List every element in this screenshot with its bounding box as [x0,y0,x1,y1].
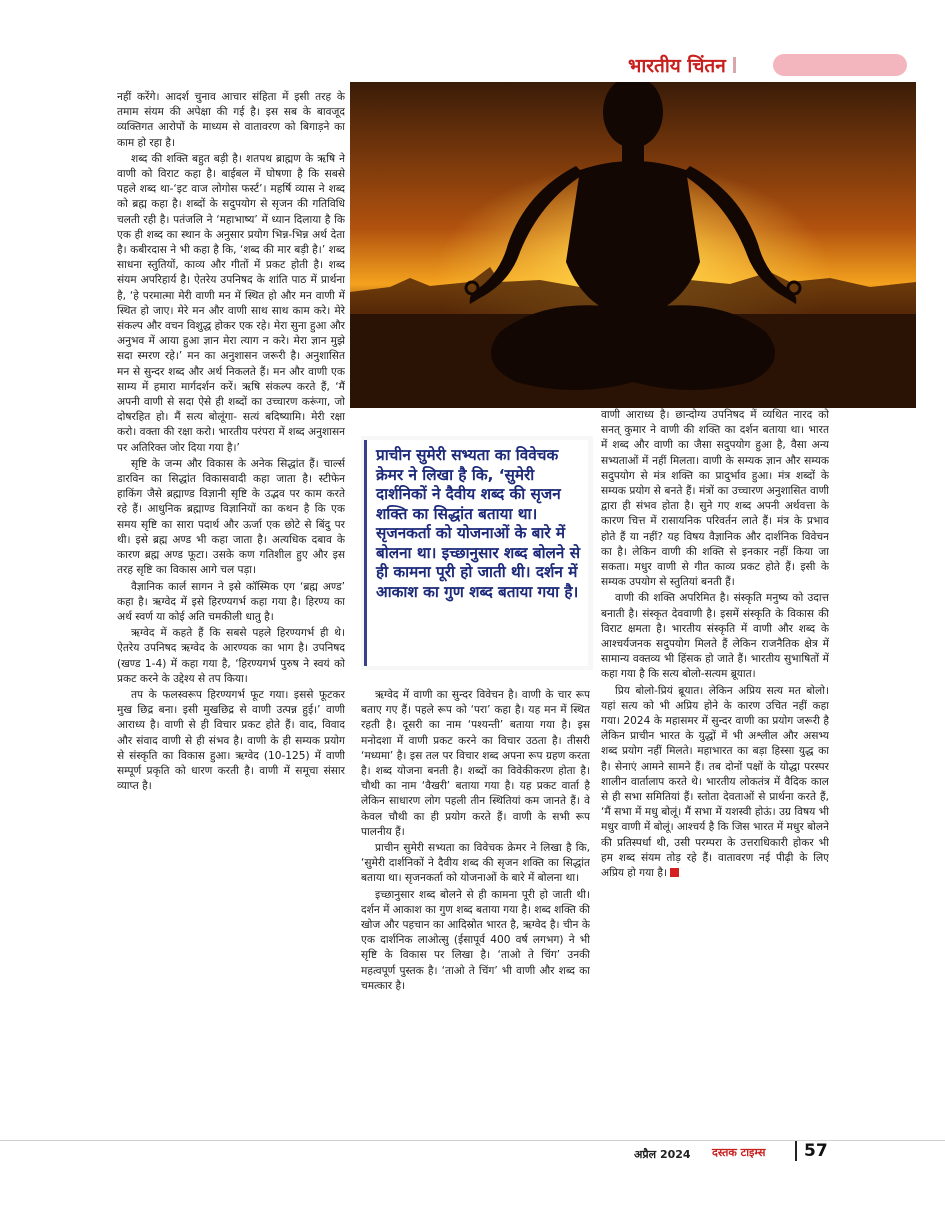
meditation-silhouette-image [350,82,916,408]
header-decoration [773,54,907,76]
footer-divider [795,1141,797,1161]
article-column-1 [117,90,345,1130]
paragraph: वाणी की शक्ति अपरिमित है। संस्कृति मनुष्य को उदात्त बनाती है। संस्कृत देववाणी है। इसमें संस्कृति के विकास की विराट क्षमता है। भारतीय संस्कृति में वाणी और शब्द के आश्चर्यजनक सदुपयोग मिलते हैं लेकिन राजनैतिक क्षेत्र में सामान्य वक्तव्य भी हिंसक हो जाते हैं। भारतीय सुभाषितों में कहा गया है कि सत्य बोलो-सत्यम ब्रूयात। [601,592,829,681]
paragraph: सृष्टि के जन्म और विकास के अनेक सिद्धांत हैं। चार्ल्स डारविन का सिद्धांत विकासवादी कहा जाता है। स्टीफेन हाकिंग जैसे ब्रह्माण्ड विज्ञानी सृष्टि के उद्भव पर काम करते रहे हैं। आधुनिक ब्रह्माण्ड विज्ञानियों का कथन है कि एक समय सृष्टि का सारा पदार्थ और ऊर्जा एक छोटे से बिंदु पर थी। इसे ब्रह्म अण्ड भी कहा जाता है। अत्यधिक दबाव के कारण ब्रह्म अण्ड फूटा। उसके कण गतिशील हुए और इस तरह सृष्टि का विकास आगे चल पड़ा। [117,457,345,577]
article-column-3 [601,408,829,1130]
paragraph: शब्द की शक्ति बहुत बड़ी है। शतपथ ब्राह्मण के ऋषि ने वाणी को विराट कहा है। बाईबल में घोषणा है कि सबसे पहले शब्द था-‘इट वाज लोगोस फर्स्ट’। महर्षि व्यास ने शब्द को ब्रह्म कहा है। शब्दों के सदुपयोग से सृजन की गतिविधि चलती रही है। पतंजलि ने ‘महाभाष्य’ में ध्यान दिलाया है कि एक ही शब्द का स्थान के अनुसार प्रयोग भिन्न-भिन्न अर्थ देता है। कबीरदास ने भी कहा है कि, ‘शब्द की मार बड़ी है।’ शब्द साधना स्तुतियों, काव्य और गीतों में प्रकट होती है। शब्द संयम अपरिहार्य है। ऐतरेय उपनिषद के शांति पाठ में प्रार्थना है, ‘हे परमात्मा मेरी वाणी मन में स्थित हो और मन वाणी में स्थित हो जाए। मेरे मन और वाणी साथ साथ काम करे। मेरे संकल्प और वचन विशुद्ध होकर एक रहे। मेरा सुना हुआ और अनुभव में आया हुआ ज्ञान मेरा त्याग न करे। मेरा ज्ञान मुझे सदा स्मरण रहे।’ मन का अनुशासन जरूरी है। अनुशासित मन से सुन्दर शब्द और अर्थ निकलते हैं। मन और वाणी एक साम्य में हमारा मार्गदर्शन करें। ऋषि संकल्प करते हैं, ‘मैं अपनी वाणी से सदा ऐसे ही शब्दों का उच्चारण करूंगा, जो दोषरहित हो। मैं सत्य बोलूंगा- सत्यं बदिष्यामि। मेरी रक्षा करो। वक्ता की रक्षा करो। भारतीय परंपरा में शब्द अनुशासन पर अतिरिक्त जोर दिया गया है।’ [117,152,345,454]
paragraph: तप के फलस्वरूप हिरण्यगर्भ फूट गया। इससे फूटकर मुख छिद्र बना। इसी मुखछिद्र से वाणी उत्पन्न हुई।’ वाणी आराध्य है। वाणी से ही विचार प्रकट होते हैं। वाद, विवाद और संवाद वाणी से ही संभव है। वाणी के ही सम्यक प्रयोग से संस्कृति का विकास हुआ। ऋग्वेद (10-125) में वाणी सम्पूर्ण प्रकृति को धारण करती है। वाणी में समूचा संसार व्याप्त है। [117,688,345,793]
paragraph: इच्छानुसार शब्द बोलने से ही कामना पूरी हो जाती थी। दर्शन में आकाश का गुण शब्द बताया गया है। शब्द शक्ति की खोज और पहचान का आदिस्रोत भारत है, ऋग्वेद है। चीन के एक दार्शनिक लाओत्सु (ईसापूर्व 400 वर्ष लगभग) ने भी सृष्टि के विकास पर लिखा है। ‘ताओ ते चिंग’ उनकी महत्वपूर्ण पुस्तक है। ‘ताओ ते चिंग’ भी वाणी और शब्द का चमत्कार है। [361,888,590,992]
issue-date: अप्रैल 2024 [634,1148,691,1161]
page-number: 57 [804,1141,828,1161]
end-of-article-icon [670,868,679,877]
paragraph: वाणी आराध्य है। छान्दोग्य उपनिषद में व्यथित नारद को सनत् कुमार ने वाणी की शक्ति का दर्शन बताया था। भारत में शब्द और वाणी का जैसा सदुपयोग हुआ है, वैसा अन्य सभ्यताओं में नहीं मिलता। वाणी के सम्यक ज्ञान और सम्यक सदुपयोग से मंत्र शक्ति का प्रादुर्भाव हुआ। मंत्र शब्दों के सम्यक प्रयोग से बनते हैं। मंत्रों का उच्चारण अनुशासित वाणी द्वारा ही संभव होता है। सुने गए शब्द अपनी अर्थवत्ता के कारण चित्त में रासायनिक परिवर्तन लाते हैं। मंत्र के प्रभाव होते हैं या नहीं? यह विषय वैज्ञानिक और दार्शनिक विवेचन का है। लेकिन वाणी की शक्ति से इनकार नहीं किया जा सकता। मधुर वाणी से गीत काव्य प्रकट होते हैं। इसी के सम्यक उपयोग से स्तुतियां बनती हैं। [601,409,829,589]
paragraph: ऋग्वेद में वाणी का सुन्दर विवेचन है। वाणी के चार रूप बताए गए हैं। पहले रूप को ‘परा’ कहा है। यह मन में स्थित रहती है। दूसरी का नाम ‘पश्यन्ती’ बताया गया है। इस मनोदशा में वाणी प्रकट करने का विचार उठता है। तीसरी ‘मध्यमा’ है। इस तल पर विचार शब्द अपना रूप ग्रहण करता है। शब्द योजना बनती है। शब्दों का विवेकीकरण होता है। चौथी का नाम ‘वैखरी’ बताया गया है। यह प्रकट वार्ता है लेकिन साधारण लोग पहली तीन स्थितियां कम जानते हैं। वे केवल चौथी का ही प्रयोग करते हैं। वाणी के सभी रूप पालनीय हैं। [361,689,590,838]
magazine-brand: दस्तक टाइम्स [712,1146,766,1159]
pull-quote-text: प्राचीन सुमेरी सभ्यता का विवेचक क्रेमर ने लिखा है कि, ‘सुमेरी दार्शनिकों ने दैवीय शब्द की सृजन शक्ति का सिद्धांत बताया था। सृजनकर्ता को योजनाओं के बारे में बोलना था। इच्छानुसार शब्द बोलने से ही कामना पूरी हो जाती थी। दर्शन में आकाश का गुण शब्द बताया गया है। [376,446,581,601]
paragraph [601,684,829,882]
paragraph: वैज्ञानिक कार्ल सागन ने इसे कॉस्मिक एग ‘ब्रह्म अण्ड’ कहा है। ऋग्वेद में इसे हिरण्यगर्भ कहा गया है। हिरण्य का अर्थ स्वर्ण या कोई अति चमकीली धातु है। [117,580,345,623]
paragraph-text: प्रिय बोलो-प्रियं ब्रूयात। लेकिन अप्रिय सत्य मत बोलो। यहां सत्य को भी अप्रिय होने के कारण उचित नहीं कहा गया। 2024 के महासमर में सुन्दर वाणी का प्रयोग जरूरी है लेकिन प्राचीन भारत के युद्धों में भी अश्लील और असभ्य शब्द प्रयोग नहीं मिलते। महाभारत का बड़ा हिस्सा युद्ध का है। सेनाएं आमने सामने हैं। तब दोनों पक्षों के योद्धा परस्पर शालीन वार्तालाप करते थे। भारतीय लोकतंत्र में वैदिक काल से ही सभा समितियां हैं। स्तोता देवताओं से प्रार्थना करते हैं, ‘मैं सभा में मधु बोलूं। मैं सभा में यशस्वी होऊं। उग्र विषय भी मधुर वाणी में बोलूं। आश्चर्य है कि जिस भारत में मधुर बोलने की प्रतिस्पर्धा थी, उसी परम्परा के उत्तराधिकारी होकर भी हम शब्द संयम तोड़ रहे हैं। वातावरण नई पीढ़ी के लिए अप्रिय हो गया है। [601,684,829,880]
meditation-photo [350,82,916,408]
paragraph: नहीं करेंगे। आदर्श चुनाव आचार संहिता में इसी तरह के तमाम संयम की अपेक्षा की गई है। इस सब के बावजूद व्यक्तिगत आरोपों के माध्यम से वातावरण को बिगाड़ने का काम हो रहा है। [117,91,345,149]
paragraph: ऋग्वेद में कहते हैं कि सबसे पहले हिरण्यगर्भ ही थे। ऐतरेय उपनिषद ऋग्वेद के आरण्यक का भाग है। उपनिषद (खण्ड 1-4) में कहा गया है, ‘हिरण्यगर्भ पुरुष ने स्वयं को प्रकट करने के उद्देश्य से तप किया। [117,627,345,685]
article-column-2 [361,688,590,1130]
section-title: भारतीय चिंतन [628,55,726,77]
paragraph: प्राचीन सुमेरी सभ्यता का विवेचक क्रेमर ने लिखा है कि, ‘सुमेरी दार्शनिकों ने दैवीय शब्द की सृजन शक्ति का सिद्धांत बताया था। सृजनकर्ता को योजनाओं के बारे में बोलना था। [361,842,590,885]
header-divider [733,57,736,73]
